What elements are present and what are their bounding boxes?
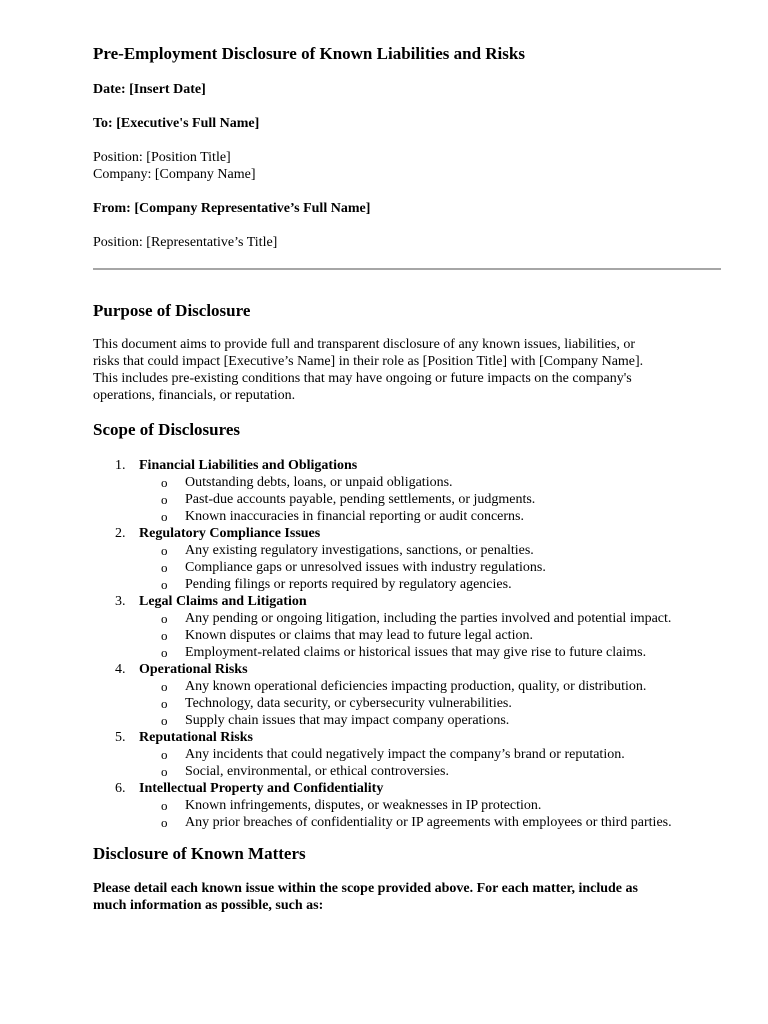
circle-bullet-icon: o [161, 475, 168, 490]
scope-sub-item [139, 559, 721, 576]
circle-bullet-icon: o [161, 492, 168, 507]
scope-item [93, 729, 721, 780]
scope-sub-item-text: Any known operational deficiencies impacting production, quality, or distribution. [185, 679, 647, 694]
scope-list [93, 457, 721, 831]
circle-bullet-icon: o [161, 577, 168, 592]
scope-sub-item [139, 712, 721, 729]
scope-item [93, 457, 721, 525]
scope-sub-item [139, 797, 721, 814]
scope-item-number: 1. [115, 458, 126, 473]
scope-sub-item-text: Any pending or ongoing litigation, including the parties involved and potential impact. [185, 611, 672, 626]
scope-item [93, 525, 721, 593]
circle-bullet-icon: o [161, 560, 168, 575]
scope-sub-item-text: Known inaccuracies in financial reporting or audit concerns. [185, 509, 524, 524]
scope-sub-item-text: Known disputes or claims that may lead to future legal action. [185, 628, 533, 643]
purpose-heading: Purpose of Disclosure [93, 301, 251, 320]
scope-sub-item [139, 627, 721, 644]
purpose-line: risks that could impact [Executive’s Name] in their role as [Position Title] with [Company Name]. [93, 354, 644, 369]
known-intro-line: Please detail each known issue within the scope provided above. For each matter, include as [93, 881, 638, 896]
circle-bullet-icon: o [161, 611, 168, 626]
scope-sub-list [139, 542, 721, 593]
scope-sub-item [139, 542, 721, 559]
scope-sub-item [139, 814, 721, 831]
purpose-line: This document aims to provide full and transparent disclosure of any known issues, liabilities, or [93, 337, 636, 352]
document-title: Pre-Employment Disclosure of Known Liabilities and Risks [93, 44, 525, 63]
purpose-paragraph [93, 336, 721, 404]
scope-item-title: Regulatory Compliance Issues [139, 526, 321, 541]
purpose-line: This includes pre-existing conditions that may have ongoing or future impacts on the company's [93, 371, 632, 386]
circle-bullet-icon: o [161, 798, 168, 813]
scope-sub-item-text: Outstanding debts, loans, or unpaid obligations. [185, 475, 453, 490]
date-line: Date: [Insert Date] [93, 82, 206, 97]
scope-sub-item-text: Any prior breaches of confidentiality or IP agreements with employees or third parties. [185, 815, 672, 830]
purpose-line: operations, financials, or reputation. [93, 388, 296, 403]
scope-sub-item-text: Technology, data security, or cybersecurity vulnerabilities. [185, 696, 512, 711]
scope-sub-item-text: Known infringements, disputes, or weaknesses in IP protection. [185, 798, 542, 813]
from-line: From: [Company Representative’s Full Name] [93, 201, 371, 216]
scope-sub-item-text: Employment-related claims or historical issues that may give rise to future claims. [185, 645, 647, 660]
scope-sub-item [139, 576, 721, 593]
scope-sub-item [139, 695, 721, 712]
circle-bullet-icon: o [161, 764, 168, 779]
scope-item-number: 4. [115, 662, 126, 677]
circle-bullet-icon: o [161, 815, 168, 830]
circle-bullet-icon: o [161, 679, 168, 694]
circle-bullet-icon: o [161, 509, 168, 524]
scope-sub-item [139, 678, 721, 695]
representative-position: Position: [Representative’s Title] [93, 235, 278, 250]
scope-sub-list [139, 610, 721, 661]
scope-sub-item [139, 474, 721, 491]
scope-item-number: 6. [115, 781, 126, 796]
scope-heading: Scope of Disclosures [93, 420, 241, 439]
scope-sub-item [139, 610, 721, 627]
scope-sub-item-text: Past-due accounts payable, pending settlements, or judgments. [185, 492, 536, 507]
known-matters-heading: Disclosure of Known Matters [93, 844, 306, 863]
known-intro-line: much information as possible, such as: [93, 898, 324, 913]
circle-bullet-icon: o [161, 543, 168, 558]
scope-sub-item-text: Any incidents that could negatively impact the company’s brand or reputation. [185, 747, 625, 762]
scope-sub-item-text: Pending filings or reports required by regulatory agencies. [185, 577, 512, 592]
scope-sub-item [139, 746, 721, 763]
scope-item [93, 593, 721, 661]
circle-bullet-icon: o [161, 713, 168, 728]
scope-item-title: Intellectual Property and Confidentiality [139, 781, 384, 796]
scope-sub-item [139, 491, 721, 508]
horizontal-divider [93, 268, 721, 270]
circle-bullet-icon: o [161, 696, 168, 711]
circle-bullet-icon: o [161, 645, 168, 660]
scope-sub-item-text: Compliance gaps or unresolved issues with industry regulations. [185, 560, 546, 575]
scope-item-title: Operational Risks [139, 662, 248, 677]
circle-bullet-icon: o [161, 747, 168, 762]
scope-sub-item [139, 644, 721, 661]
document-page [93, 42, 721, 914]
circle-bullet-icon: o [161, 628, 168, 643]
scope-sub-list [139, 474, 721, 525]
known-matters-intro [93, 880, 721, 914]
recipient-company: Company: [Company Name] [93, 167, 256, 182]
scope-item [93, 780, 721, 831]
recipient-position: Position: [Position Title] [93, 150, 231, 165]
scope-item-title: Reputational Risks [139, 730, 253, 745]
scope-item-title: Legal Claims and Litigation [139, 594, 307, 609]
scope-item-number: 5. [115, 730, 126, 745]
scope-sub-item [139, 763, 721, 780]
scope-item-number: 3. [115, 594, 126, 609]
scope-sub-list [139, 746, 721, 780]
scope-item [93, 661, 721, 729]
recipient-details [93, 149, 721, 183]
to-line: To: [Executive's Full Name] [93, 116, 260, 131]
scope-sub-item-text: Social, environmental, or ethical controversies. [185, 764, 449, 779]
scope-item-title: Financial Liabilities and Obligations [139, 458, 358, 473]
scope-sub-list [139, 797, 721, 831]
scope-item-number: 2. [115, 526, 126, 541]
scope-sub-item-text: Supply chain issues that may impact company operations. [185, 713, 510, 728]
scope-sub-list [139, 678, 721, 729]
scope-sub-item [139, 508, 721, 525]
scope-sub-item-text: Any existing regulatory investigations, sanctions, or penalties. [185, 543, 534, 558]
